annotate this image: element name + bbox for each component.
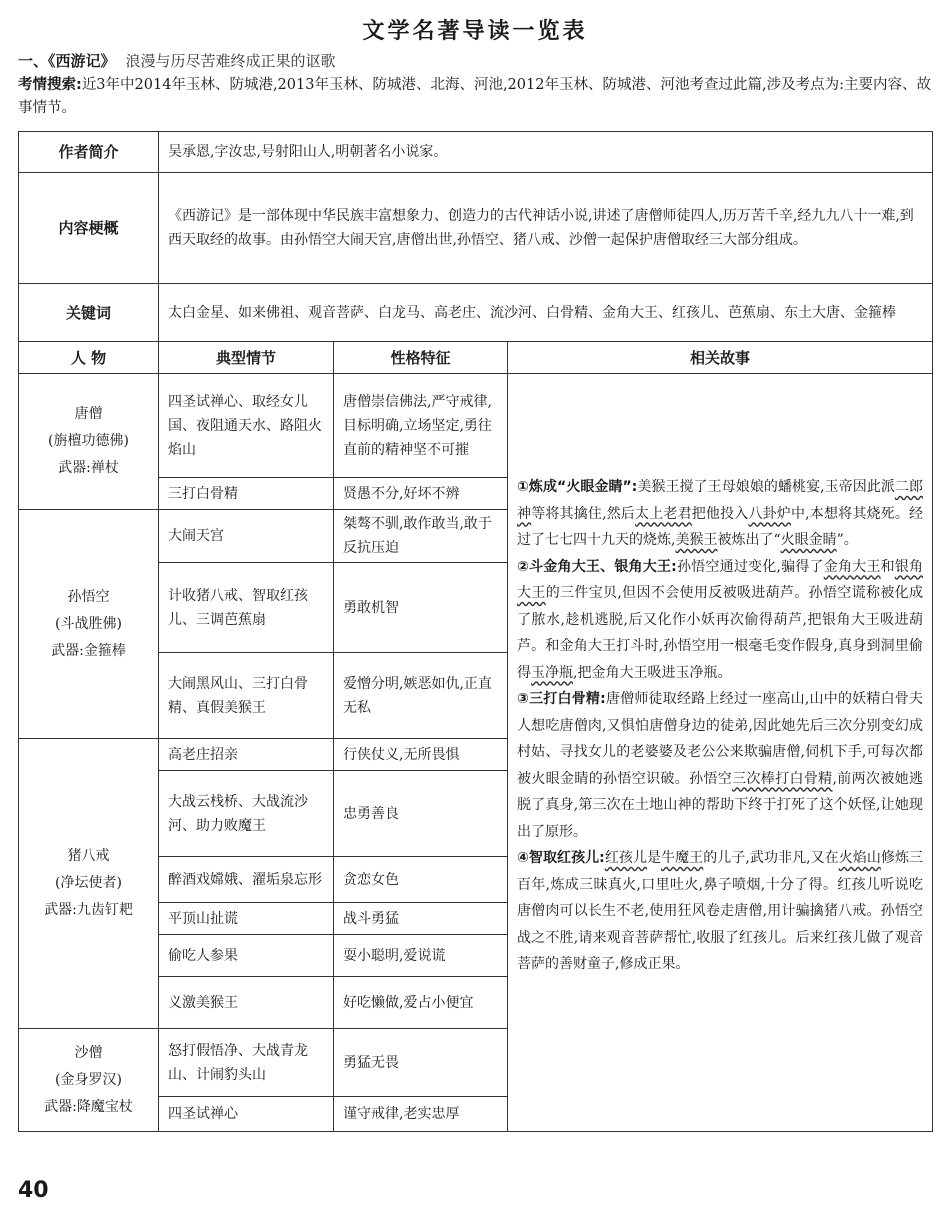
trait-cell: 行侠仗义,无所畏惧: [334, 739, 508, 771]
trait-cell: 爱憎分明,嫉恶如仇,正直无私: [334, 653, 508, 739]
story-text: 美猴王搅了王母娘娘的蟠桃宴,玉帝因此派: [637, 479, 895, 495]
exam-search: [18, 74, 932, 120]
section-label: 一、《西游记》: [18, 52, 116, 70]
character-weapon: 武器:金箍棒: [51, 642, 126, 659]
story-text: 中,本想将其烧死。经过了七七四十九天的烧炼,: [517, 505, 924, 548]
plot-cell: 偷吃人参果: [159, 935, 334, 977]
character-cell: [19, 510, 159, 739]
story-keyword: 二郎神: [517, 479, 924, 522]
story-text: ,前两次被她逃脱了真身,第三次在土地山神的帮助下终于打死了这个妖怪,让她现出了原形。: [517, 770, 924, 840]
plot-cell: 四圣试禅心、取经女儿国、夜阻通天水、路阻火焰山: [159, 374, 334, 478]
header-character: 人 物: [19, 342, 159, 374]
page-number: 40: [18, 1178, 49, 1203]
character-name: 猪八戒: [67, 848, 110, 864]
trait-cell: 唐僧崇信佛法,严守戒律,目标明确,立场坚定,勇往直前的精神坚不可摧: [334, 374, 508, 478]
character-cell: [19, 1029, 159, 1132]
plot-cell: 义激美猴王: [159, 977, 334, 1029]
story-text: ”。: [836, 532, 858, 548]
story-text: 唐僧师徒取经路上经过一座高山,山中的妖精白骨夫人想吃唐僧肉,又惧怕唐僧身边的徒弟,因此她先后三次分别变幻成村姑、寻找女儿的老婆婆及老公公来欺骗唐僧,伺机下手,可每次都被火眼金睛的孙悟空识破。孙悟空: [517, 691, 924, 787]
author-row: [19, 132, 933, 173]
character-title: (斗战胜佛): [55, 615, 122, 632]
trait-cell: 战斗勇猛: [334, 903, 508, 935]
character-title: (旃檀功德佛): [48, 433, 129, 449]
character-weapon: 武器:禅杖: [58, 460, 119, 476]
trait-cell: 好吃懒做,爱占小便宜: [334, 977, 508, 1029]
plot-cell: 三打白骨精: [159, 478, 334, 510]
story-keyword: 金角大王: [823, 558, 881, 575]
section-heading: [18, 50, 336, 71]
character-weapon: 武器:九齿钉耙: [44, 902, 133, 918]
story-text: ,把金角大王吸进玉净瓶。: [573, 664, 732, 681]
story-heading: ④智取红孩儿:: [517, 850, 605, 866]
story-keyword: 三次棒打白骨精: [732, 770, 833, 787]
character-cell: [19, 374, 159, 510]
character-cell: [19, 739, 159, 1029]
story-text: 是: [647, 850, 662, 866]
story-keyword: 玉净瓶: [531, 664, 573, 681]
summary-text: 《西游记》是一部体现中华民族丰富想象力、创造力的古代神话小说,讲述了唐僧师徒四人,历万苦千辛,经九九八十一难,到西天取经的故事。由孙悟空大闹天宫,唐僧出世,孙悟空、猪八戒、沙僧一起保护唐僧取经三大部分组成。: [159, 173, 933, 284]
table-body: [19, 132, 933, 1132]
guide-table: [18, 131, 933, 1132]
character-name: 沙僧: [74, 1044, 103, 1061]
story-text: 的三件宝贝,但因不会使用反被吸进葫芦。孙悟空谎称被化成了脓水,趁机逃脱,后又化作小妖再次偷得葫芦,把银角大王吸进葫芦。和金角大王打斗时,孙悟空用一根毫毛变作假身,真身到洞里偷得: [517, 585, 924, 681]
story-keyword: 美猴王: [675, 532, 718, 548]
header-story: 相关故事: [508, 342, 933, 374]
plot-cell: 平顶山扯谎: [159, 903, 334, 935]
story-heading: ③三打白骨精:: [517, 691, 606, 707]
story-text: 等将其擒住,然后: [531, 505, 636, 522]
author-label: 作者简介: [19, 132, 159, 173]
character-weapon: 武器:降魔宝杖: [44, 1098, 133, 1115]
story-heading: ②斗金角大王、银角大王:: [517, 558, 677, 575]
trait-cell: 勇敢机智: [334, 563, 508, 653]
story-text: 把他投入: [691, 505, 749, 522]
character-name: 唐僧: [74, 406, 103, 422]
trait-cell: 谨守戒律,老实忠厚: [334, 1097, 508, 1132]
story-block: [517, 845, 923, 978]
story-text: 修炼三百年,炼成三昧真火,口里吐火,鼻子喷烟,十分了得。红孩儿听说吃唐僧肉可以长生不老,使用狂风卷走唐僧,用计骗擒猪八戒。孙悟空战之不胜,请来观音菩萨帮忙,收服了红孩儿。后来红孩儿做了观音菩萨的善财童子,修成正果。: [517, 850, 924, 972]
story-block: [517, 686, 923, 845]
keywords-row: [19, 284, 933, 342]
story-text: 的儿子,武功非凡,又在: [703, 850, 839, 866]
header-plot: 典型情节: [159, 342, 334, 374]
story-text: 孙悟空通过变化,骗得了: [676, 558, 824, 575]
story-heading: ①炼成“火眼金睛”:: [517, 479, 638, 495]
story-keyword: 火眼金睛: [780, 532, 837, 548]
plot-cell: 大战云栈桥、大战流沙河、助力败魔王: [159, 771, 334, 857]
trait-cell: 忠勇善良: [334, 771, 508, 857]
story-block: [517, 554, 923, 687]
plot-cell: 怒打假悟净、大战青龙山、计闹豹头山: [159, 1029, 334, 1097]
summary-label: 内容梗概: [19, 173, 159, 284]
header-row: [19, 342, 933, 374]
summary-row: [19, 173, 933, 284]
character-row: [19, 374, 933, 478]
story-keyword: 火焰山: [838, 850, 881, 866]
trait-cell: 耍小聪明,爱说谎: [334, 935, 508, 977]
exam-text: 近3年中2014年玉林、防城港,2013年玉林、防城港、北海、河池,2012年玉林、防城港、河池考查过此篇,涉及考点为:主要内容、故事情节。: [18, 77, 931, 116]
story-keyword: 红孩儿: [604, 850, 647, 866]
page-title: 文学名著导读一览表: [362, 18, 588, 44]
plot-cell: 计收猪八戒、智取红孩儿、三调芭蕉扇: [159, 563, 334, 653]
plot-cell: 大闹天宫: [159, 510, 334, 563]
keywords-label: 关键词: [19, 284, 159, 342]
story-text: 被炼出了“: [717, 532, 781, 548]
stories-cell: [508, 374, 933, 1132]
story-text: 和: [880, 558, 895, 575]
exam-label: 考情搜索:: [18, 77, 82, 93]
story-keyword: 八卦炉: [748, 505, 791, 522]
plot-cell: 四圣试禅心: [159, 1097, 334, 1132]
trait-cell: 贤愚不分,好坏不辨: [334, 478, 508, 510]
story-keyword: 银角大王: [517, 558, 924, 601]
trait-cell: 勇猛无畏: [334, 1029, 508, 1097]
plot-cell: 高老庄招亲: [159, 739, 334, 771]
author-text: 吴承恩,字汝忠,号射阳山人,明朝著名小说家。: [159, 132, 933, 173]
section-subtitle: 浪漫与历尽苦难终成正果的讴歌: [125, 52, 336, 70]
plot-cell: 大闹黑风山、三打白骨精、真假美猴王: [159, 653, 334, 739]
story-block: [517, 474, 923, 554]
plot-cell: 醉酒戏嫦娥、濯垢泉忘形: [159, 857, 334, 903]
character-name: 孙悟空: [67, 588, 110, 605]
story-keyword: 牛魔王: [661, 850, 704, 866]
character-title: (金身罗汉): [55, 1071, 122, 1088]
trait-cell: 贪恋女色: [334, 857, 508, 903]
story-keyword: 太上老君: [635, 505, 692, 522]
keywords-text: 太白金星、如来佛祖、观音菩萨、白龙马、高老庄、流沙河、白骨精、金角大王、红孩儿、芭蕉扇、东土大唐、金箍棒: [159, 284, 933, 342]
header-trait: 性格特征: [334, 342, 508, 374]
trait-cell: 桀骜不驯,敢作敢当,敢于反抗压迫: [334, 510, 508, 563]
character-title: (净坛使者): [55, 875, 122, 891]
